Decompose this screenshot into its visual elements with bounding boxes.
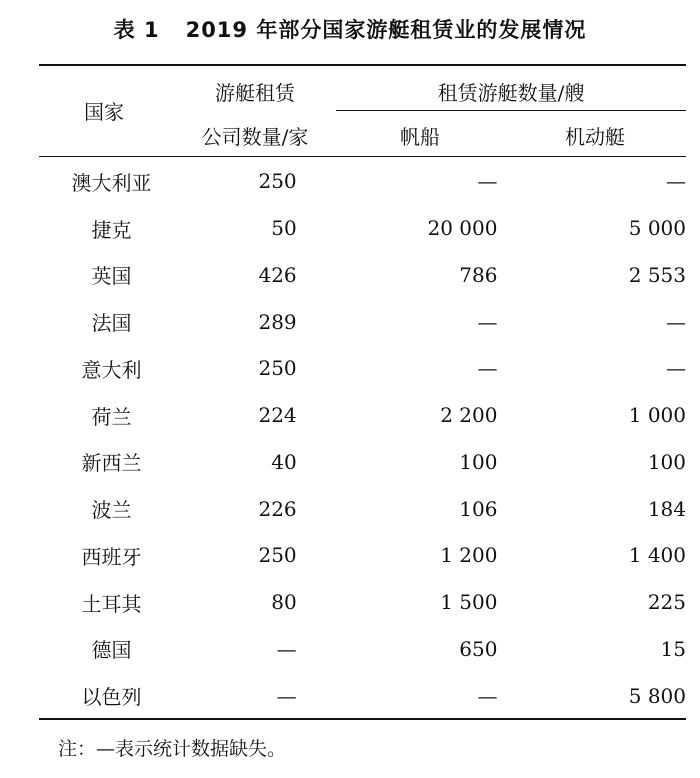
sailboats-cell: 2 200	[440, 403, 498, 428]
table-row	[39, 485, 686, 532]
sailboats-cell: 20 000	[427, 216, 498, 241]
motorboats-cell: 1 400	[628, 543, 686, 568]
sailboats-cell: —	[477, 683, 498, 708]
country-cell: 德国	[91, 638, 132, 663]
table-title-text: 2019 年部分国家游艇租赁业的发展情况	[185, 18, 587, 42]
companies-cell: 289	[258, 309, 297, 334]
top-rule	[39, 64, 686, 66]
companies-cell: 250	[258, 356, 297, 381]
motorboats-cell: 225	[647, 590, 686, 615]
companies-cell: 50	[271, 216, 297, 241]
header-motorboat: 机动艇	[565, 125, 625, 149]
sailboats-cell: 100	[459, 449, 498, 474]
table-row	[39, 252, 686, 299]
country-cell: 西班牙	[81, 544, 142, 569]
motorboats-cell: 2 553	[628, 262, 686, 287]
table-row	[39, 205, 686, 252]
companies-cell: 40	[271, 449, 297, 474]
table-row	[39, 392, 686, 439]
sailboats-cell: 106	[459, 496, 498, 521]
motorboats-cell: 100	[647, 449, 686, 474]
table-row	[39, 626, 686, 673]
table-row	[39, 672, 686, 719]
table-row	[39, 579, 686, 626]
sailboats-cell: —	[477, 169, 498, 194]
country-cell: 意大利	[81, 357, 142, 382]
companies-cell: —	[276, 636, 297, 661]
header-leased-group: 租赁游艇数量/艘	[437, 81, 585, 105]
motorboats-cell: —	[666, 309, 686, 334]
sailboats-cell: —	[477, 309, 498, 334]
motorboats-cell: 184	[647, 496, 686, 521]
data-table	[39, 158, 686, 719]
header-rule	[39, 156, 686, 157]
sailboats-cell: 1 200	[440, 543, 498, 568]
companies-cell: —	[276, 683, 297, 708]
motorboats-cell: —	[666, 356, 686, 381]
country-cell: 澳大利亚	[71, 170, 152, 195]
country-cell: 波兰	[91, 498, 132, 523]
header-sailboat: 帆船	[400, 125, 440, 149]
sailboats-cell: 1 500	[440, 590, 498, 615]
country-cell: 捷克	[91, 217, 132, 242]
table-row	[39, 158, 686, 205]
table-row	[39, 439, 686, 486]
country-cell: 新西兰	[81, 451, 142, 476]
table-label: 表 1	[113, 18, 160, 42]
country-cell: 英国	[91, 264, 132, 289]
footnote: 注：—表示统计数据缺失。	[58, 738, 287, 760]
header-company-line1: 游艇租赁	[215, 81, 295, 105]
header-country: 国家	[84, 100, 124, 124]
motorboats-cell: 5 800	[628, 683, 686, 708]
country-cell: 法国	[91, 311, 132, 336]
country-cell: 以色列	[81, 685, 142, 710]
companies-cell: 226	[258, 496, 297, 521]
companies-cell: 250	[258, 543, 297, 568]
companies-cell: 80	[271, 590, 297, 615]
motorboats-cell: 1 000	[628, 403, 686, 428]
table-row	[39, 345, 686, 392]
motorboats-cell: 15	[660, 636, 686, 661]
group-underline	[336, 110, 686, 111]
companies-cell: 250	[258, 169, 297, 194]
country-cell: 土耳其	[81, 591, 142, 616]
country-cell: 荷兰	[91, 404, 132, 429]
sailboats-cell: —	[477, 356, 498, 381]
companies-cell: 224	[258, 403, 297, 428]
sailboats-cell: 786	[459, 262, 498, 287]
motorboats-cell: —	[666, 169, 686, 194]
table-title	[0, 14, 700, 44]
sailboats-cell: 650	[459, 636, 498, 661]
table-row	[39, 298, 686, 345]
table-row	[39, 532, 686, 579]
companies-cell: 426	[258, 262, 297, 287]
header-company-line2: 公司数量/家	[201, 125, 309, 149]
motorboats-cell: 5 000	[628, 216, 686, 241]
